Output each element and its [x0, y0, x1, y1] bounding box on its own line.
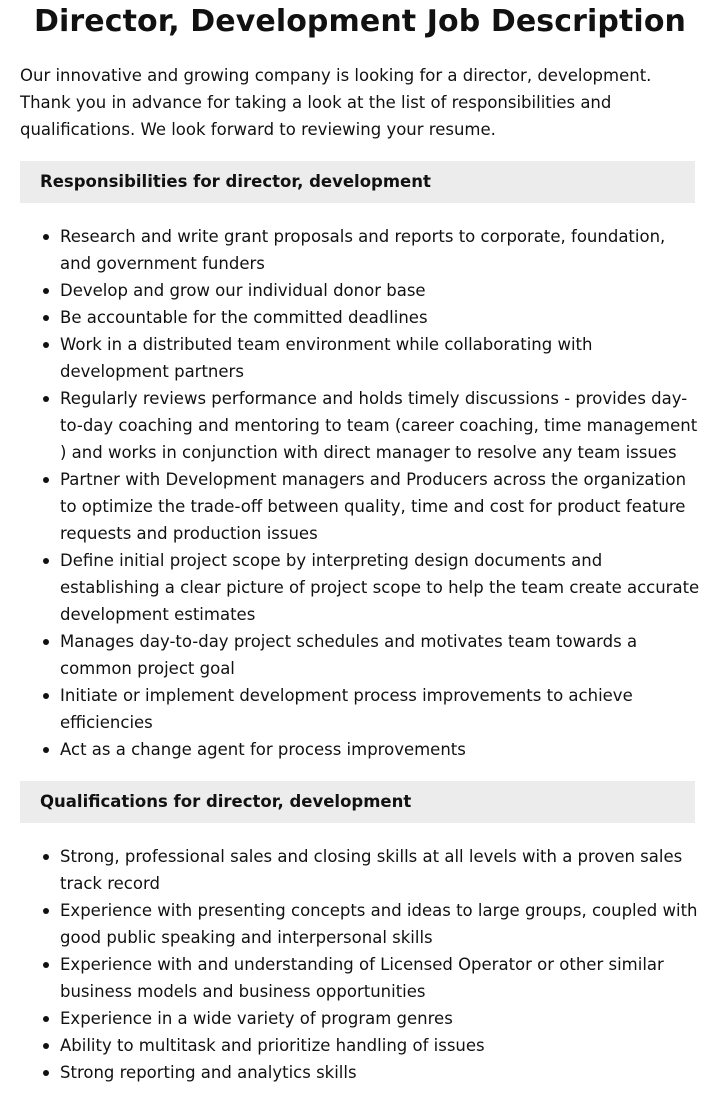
qualifications-list: [0, 843, 700, 1086]
list-item-text: Research and write grant proposals and reports to corporate, foundation, and government funders: [60, 227, 666, 273]
bullet-icon: [43, 962, 49, 968]
list-item-text: Strong reporting and analytics skills: [60, 1063, 357, 1082]
qualifications-header: [20, 781, 695, 823]
list-item: [60, 223, 700, 277]
bullet-icon: [43, 1016, 49, 1022]
page-title: Director, Development Job Description: [34, 4, 686, 39]
bullet-icon: [43, 342, 49, 348]
list-item-text: Regularly reviews performance and holds timely discussions - provides day-to-day coaching and mentoring to team (career coaching, time management ) and works in conjunction with direct manager to resolve any team issues: [60, 389, 698, 462]
list-item: [60, 736, 700, 763]
intro-paragraph: Our innovative and growing company is looking for a director, development. Thank you in advance for taking a look at the list of responsibilities and qualifications. We look forward to reviewing your resume.: [20, 66, 652, 139]
list-item: [60, 1059, 700, 1086]
qualifications-heading: Qualifications for director, development: [40, 792, 412, 811]
list-item-text: Manages day-to-day project schedules and motivates team towards a common project goal: [60, 632, 638, 678]
bullet-icon: [43, 693, 49, 699]
list-item-text: Be accountable for the committed deadlines: [60, 308, 428, 327]
list-item: [60, 1005, 700, 1032]
responsibilities-heading: Responsibilities for director, development: [40, 172, 431, 191]
list-item-text: Develop and grow our individual donor base: [60, 281, 426, 300]
bullet-icon: [43, 747, 49, 753]
list-item-text: Strong, professional sales and closing skills at all levels with a proven sales track record: [60, 847, 683, 893]
list-item: [60, 628, 700, 682]
bullet-icon: [43, 1070, 49, 1076]
list-item-text: Define initial project scope by interpreting design documents and establishing a clear picture of project scope to help the team create accurate development estimates: [60, 551, 700, 624]
bullet-icon: [43, 908, 49, 914]
list-item-text: Experience in a wide variety of program genres: [60, 1009, 453, 1028]
bullet-icon: [43, 854, 49, 860]
list-item-text: Initiate or implement development process improvements to achieve efficiencies: [60, 686, 633, 732]
list-item-text: Work in a distributed team environment while collaborating with development partners: [60, 335, 593, 381]
list-item: [60, 843, 700, 897]
list-item-text: Experience with presenting concepts and ideas to large groups, coupled with good public speaking and interpersonal skills: [60, 901, 698, 947]
bullet-icon: [43, 1043, 49, 1049]
list-item-text: Experience with and understanding of Licensed Operator or other similar business models and business opportunities: [60, 955, 664, 1001]
bullet-icon: [43, 288, 49, 294]
bullet-icon: [43, 396, 49, 402]
bullet-icon: [43, 558, 49, 564]
responsibilities-list: [0, 223, 700, 763]
list-item: [60, 385, 700, 466]
list-item: [60, 547, 700, 628]
bullet-icon: [43, 234, 49, 240]
bullet-icon: [43, 315, 49, 321]
list-item-text: Act as a change agent for process improvements: [60, 740, 466, 759]
responsibilities-header: [20, 161, 695, 203]
list-item: [60, 897, 700, 951]
list-item-text: Ability to multitask and prioritize handling of issues: [60, 1036, 485, 1055]
list-item-text: Partner with Development managers and Producers across the organization to optimize the trade-off between quality, time and cost for product feature requests and production issues: [60, 470, 687, 543]
bullet-icon: [43, 477, 49, 483]
list-item: [60, 951, 700, 1005]
list-item: [60, 682, 700, 736]
bullet-icon: [43, 639, 49, 645]
list-item: [60, 304, 700, 331]
list-item: [60, 1032, 700, 1059]
list-item: [60, 466, 700, 547]
list-item: [60, 277, 700, 304]
list-item: [60, 331, 700, 385]
